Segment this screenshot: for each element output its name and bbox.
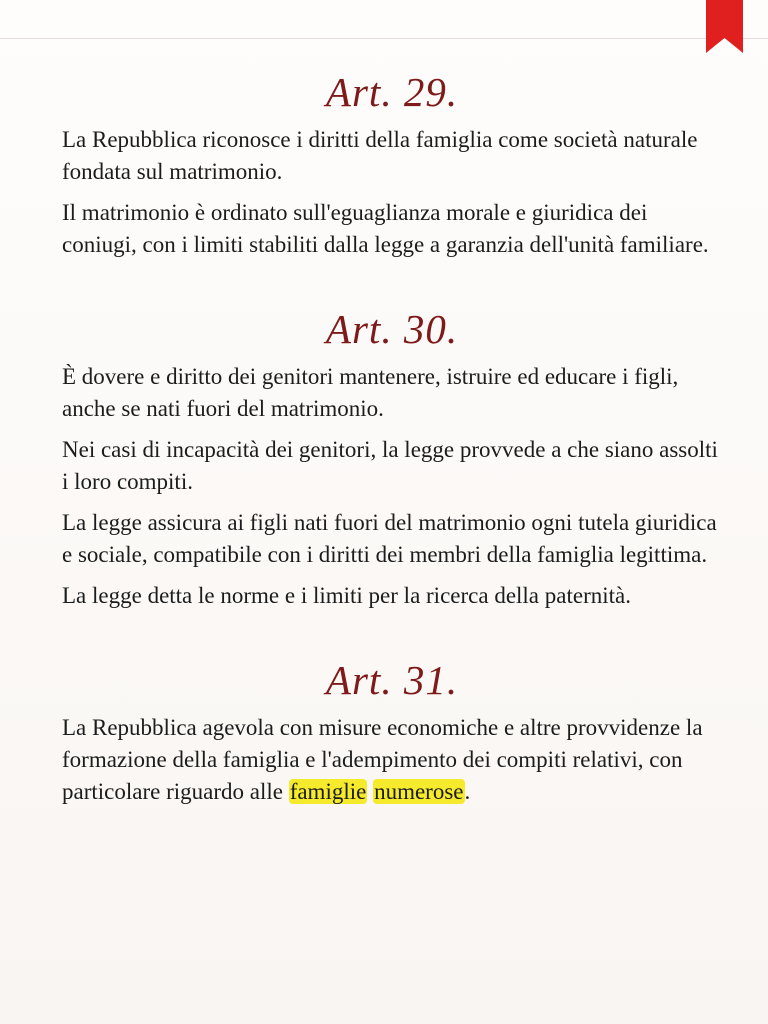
article-paragraph: Il matrimonio è ordinato sull'eguaglianza morale e giuridica dei coniugi, con i limiti stabiliti dalla legge a garanzia dell'unità familiare. bbox=[62, 200, 709, 257]
top-divider bbox=[0, 38, 768, 39]
article-title: Art. 31. bbox=[325, 657, 459, 703]
bookmark-ribbon-icon[interactable] bbox=[706, 0, 743, 53]
article-29 bbox=[62, 66, 722, 261]
article-paragraph: La legge assicura ai figli nati fuori del matrimonio ogni tutela giuridica e sociale, compatibile con i diritti dei membri della famiglia legittima. bbox=[62, 510, 717, 567]
article-title: Art. 29. bbox=[325, 69, 459, 115]
article-title: Art. 30. bbox=[325, 306, 459, 352]
article-paragraph: La legge detta le norme e i limiti per la ricerca della paternità. bbox=[62, 583, 631, 608]
reader-page bbox=[62, 66, 722, 817]
highlighted-text[interactable]: numerose bbox=[374, 779, 464, 804]
article-paragraph: È dovere e diritto dei genitori mantenere, istruire ed educare i figli, anche se nati fuori del matrimonio. bbox=[62, 364, 679, 421]
highlighted-text[interactable]: famiglie bbox=[289, 779, 367, 804]
article-31 bbox=[62, 654, 722, 808]
paragraph-text: . bbox=[464, 779, 471, 804]
article-30 bbox=[62, 303, 722, 612]
article-paragraph: La Repubblica riconosce i diritti della famiglia come società naturale fondata sul matrimonio. bbox=[62, 127, 698, 184]
article-paragraph bbox=[62, 712, 722, 808]
article-paragraph: Nei casi di incapacità dei genitori, la legge provvede a che siano assolti i loro compiti. bbox=[62, 437, 718, 494]
paragraph-text: La Repubblica agevola con misure economiche e altre provvidenze la formazione della famiglia e l'adempimento dei compiti relativi, con particolare riguardo alle bbox=[62, 715, 703, 804]
